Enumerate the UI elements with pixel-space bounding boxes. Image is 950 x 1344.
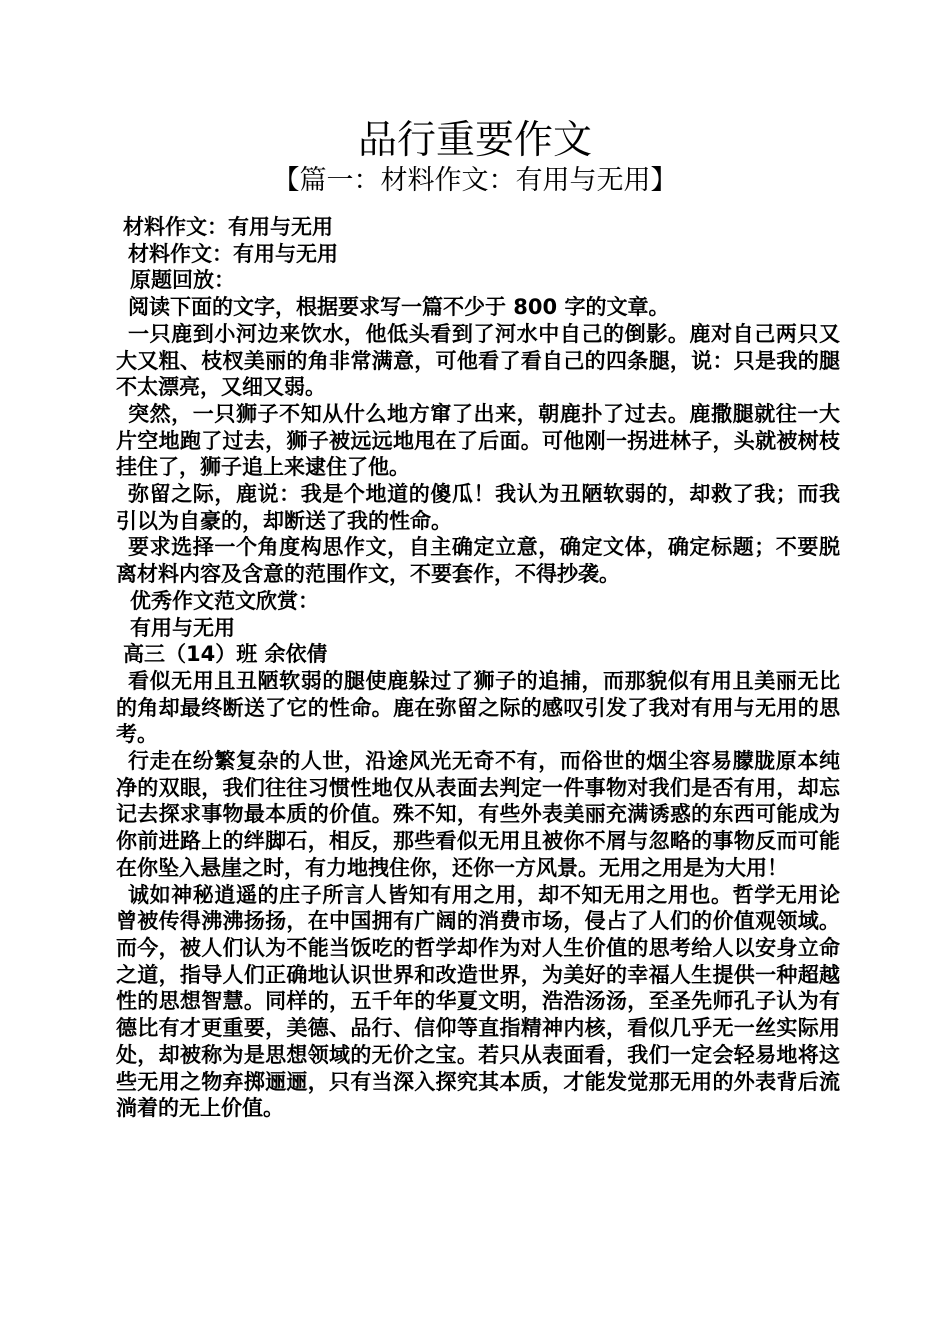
- essay-title: 有用与无用: [130, 615, 235, 640]
- story-paragraph: 突然，一只狮子不知从什么地方窜了出来，朝鹿扑了过去。鹿撒腿就往一大片空地跑了过去，狮子被远远地甩在了后面。可他刚一拐进林子，头就被树枝挂住了，狮子追上来逮住了他。: [116, 401, 840, 480]
- essay-paragraph: 看似无用且丑陋软弱的腿使鹿躲过了狮子的追捕，而那貌似有用且美丽无比的角却最终断送了它的性命。鹿在弥留之际的感叹引发了我对有用与无用的思考。: [116, 668, 840, 747]
- essay-paragraph: 行走在纷繁复杂的人世，沿途风光无奇不有，而俗世的烟尘容易朦胧原本纯净的双眼，我们往往习惯性地仅从表面去判定一件事物对我们是否有用，却忘记去探求事物最本质的价值。殊不知，有些外表美丽充满诱惑的东西可能成为你前进路上的绊脚石，相反，那些看似无用且被你不屑与忽略的事物反而可能在你坠入悬崖之时，有力地拽住你，还你一方风景。无用之用是为大用！: [116, 749, 840, 880]
- essay-paragraph: 诚如神秘逍遥的庄子所言人皆知有用之用，却不知无用之用也。哲学无用论曾被传得沸沸扬扬，在中国拥有广阔的消费市场，侵占了人们的价值观领域。而今，被人们认为不能当饭吃的哲学却作为对人生价值的思考给人以安身立命之道，指导人们正确地认识世界和改造世界，为美好的幸福人生提供一种超越性的思想智慧。同样的，五千年的华夏文明，浩浩汤汤，至圣先师孔子认为有德比有才更重要，美德、品行、信仰等直指精神内核，看似几乎无一丝实际用处，却被称为是思想领域的无价之宝。若只从表面看，我们一定会轻易地将这些无用之物弃掷逦逦，只有当深入探究其本质，才能发觉那无用的外表背后流淌着的无上价值。: [116, 882, 840, 1121]
- essay-author: 高三（14）班 余依倩: [123, 642, 328, 667]
- original-question-label: 原题回放：: [130, 268, 235, 293]
- section-heading: 材料作文：有用与无用: [128, 241, 338, 266]
- section-heading: 材料作文：有用与无用: [123, 215, 333, 239]
- prompt-intro: 阅读下面的文字，根据要求写一篇不少于 800 字的文章。: [128, 295, 670, 320]
- requirements-paragraph: 要求选择一个角度构思作文，自主确定立意，确定文体，确定标题；不要脱离材料内容及含意的范围作文，不要套作，不得抄袭。: [116, 535, 840, 587]
- page-title: 品行重要作文: [357, 118, 592, 163]
- sample-essays-label: 优秀作文范文欣赏：: [130, 588, 319, 613]
- story-paragraph: 一只鹿到小河边来饮水，他低头看到了河水中自己的倒影。鹿对自己两只又大又粗、枝杈美丽的角非常满意，可他看了看自己的四条腿，说：只是我的腿不太漂亮，又细又弱。: [116, 321, 840, 400]
- document-body: [116, 214, 840, 1122]
- page-subtitle: 【篇一：材料作文：有用与无用】: [272, 165, 678, 196]
- story-paragraph: 弥留之际，鹿说：我是个地道的傻瓜！我认为丑陋软弱的，却救了我；而我引以为自豪的，却断送了我的性命。: [116, 482, 840, 533]
